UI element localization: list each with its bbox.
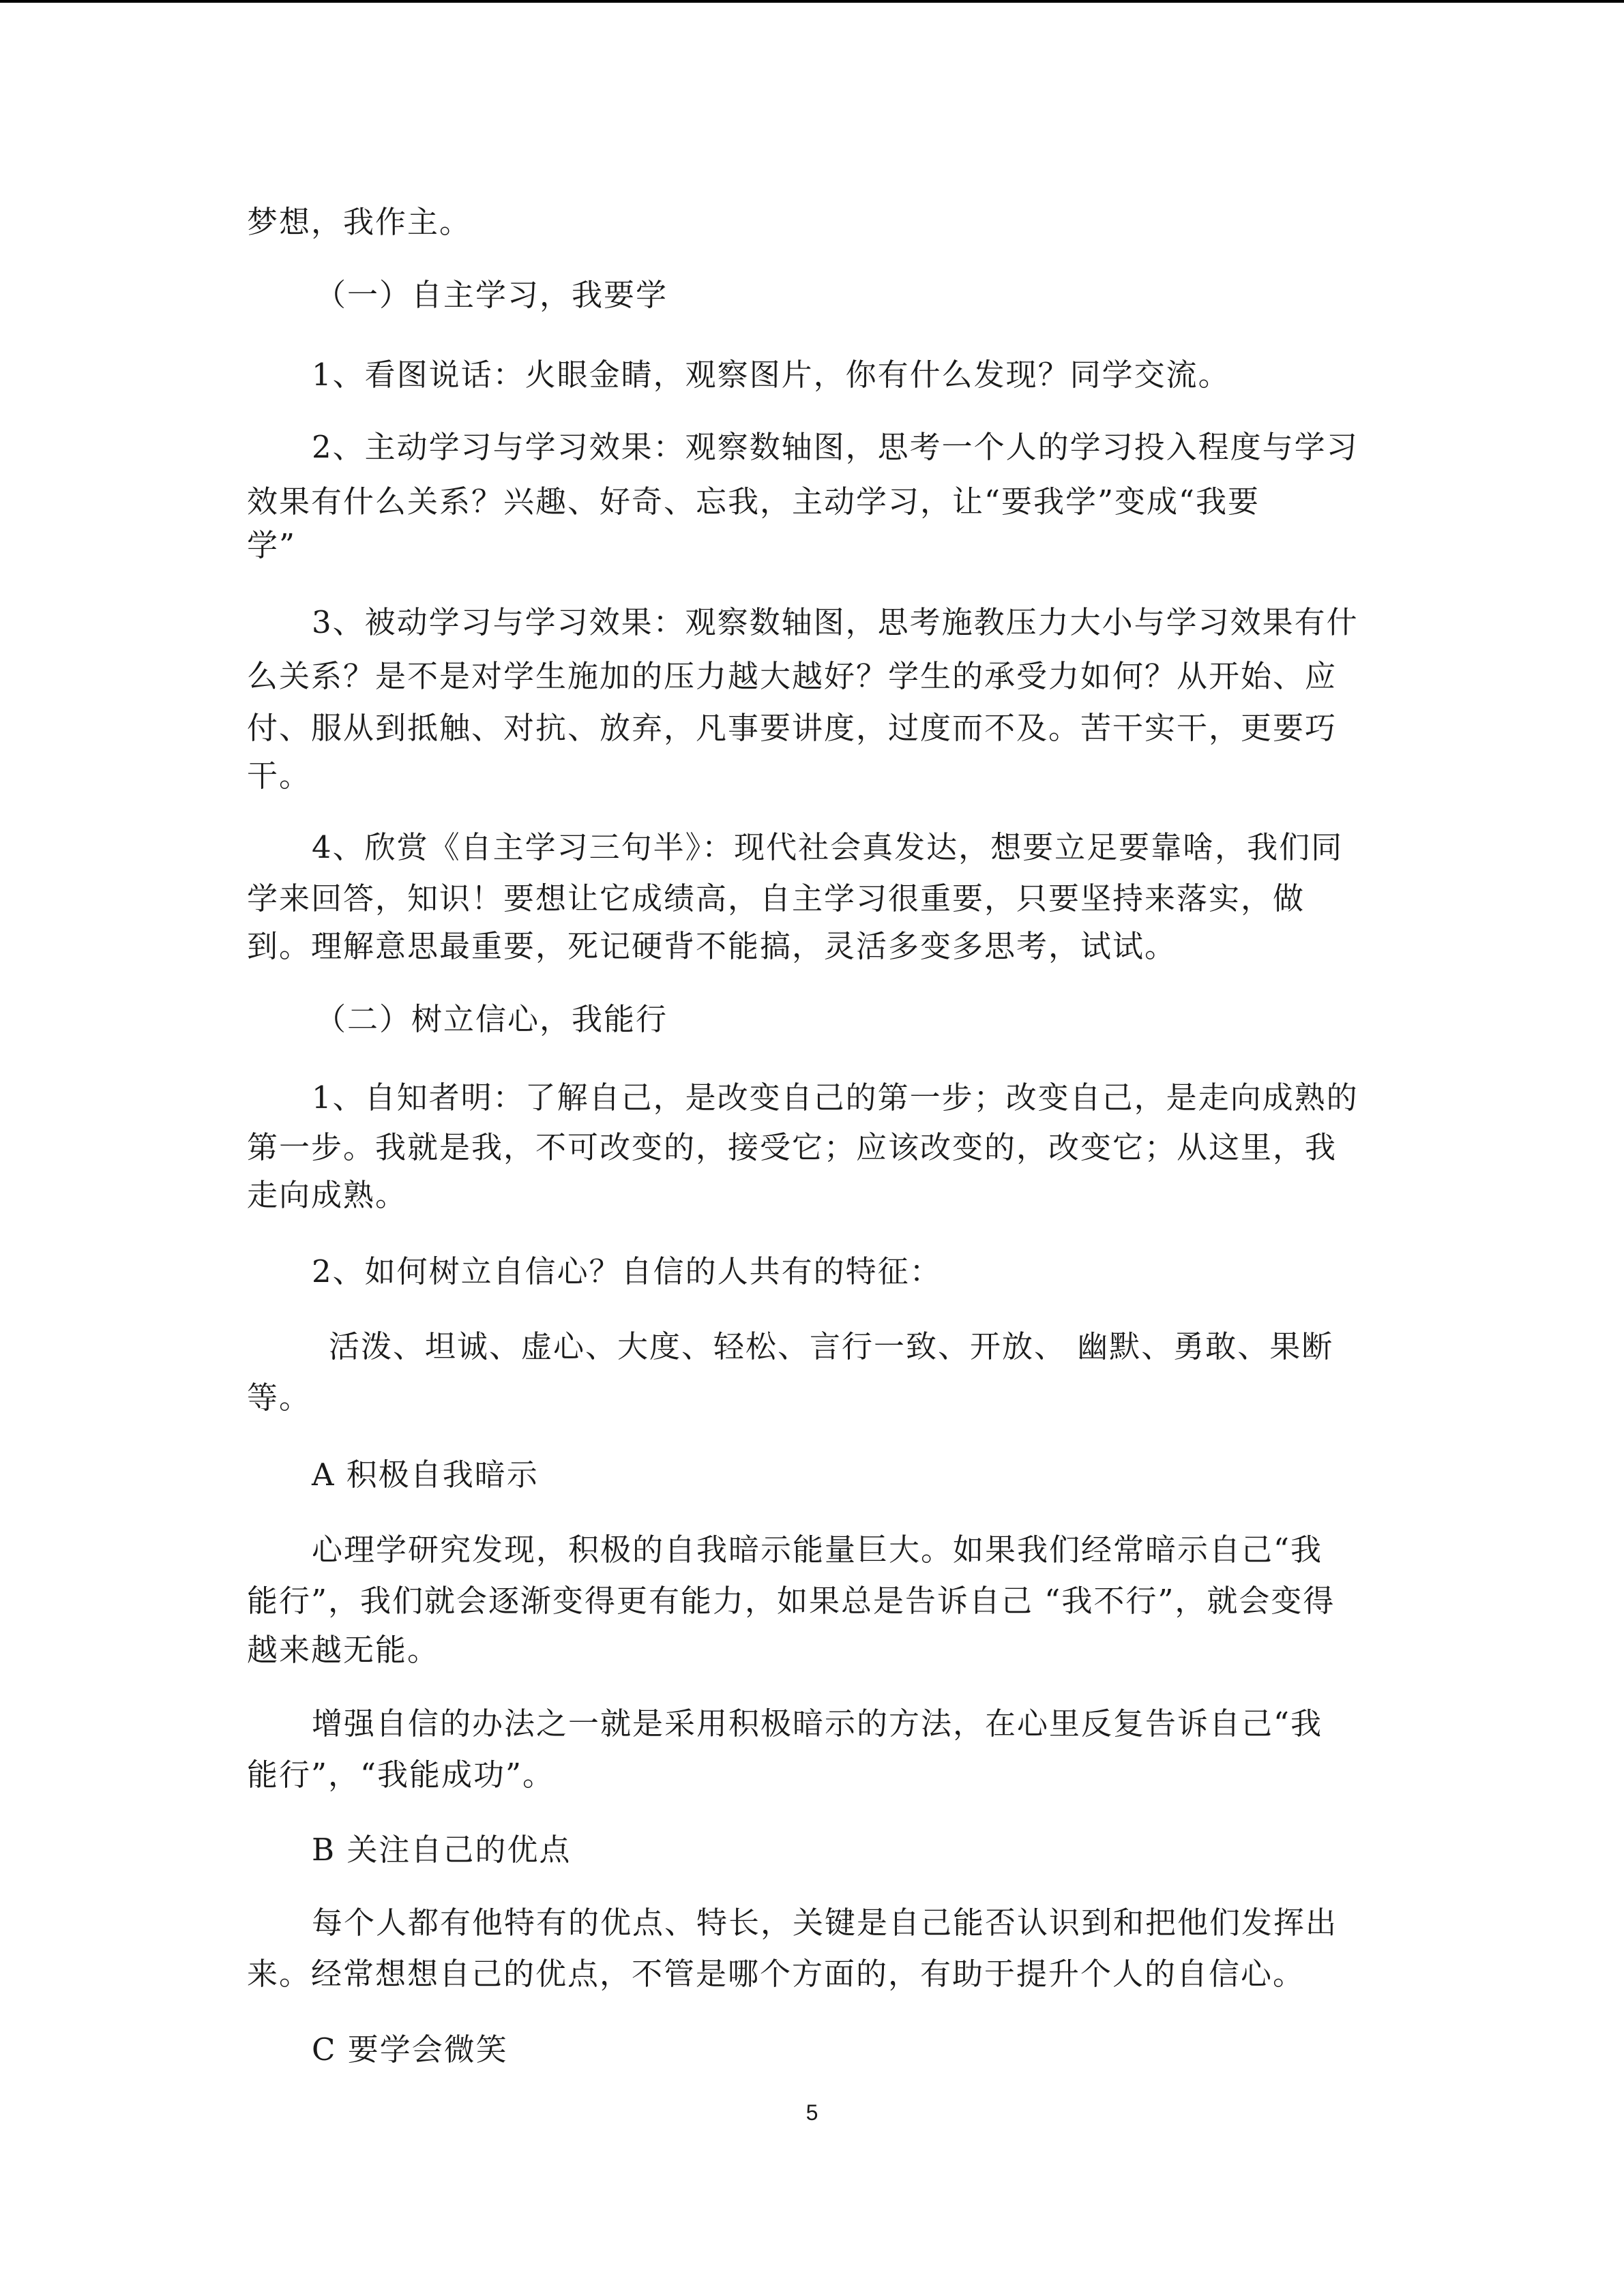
text-line: 每个人都有他特有的优点、特长，关键是自己能否认识到和把他们发挥出 [312, 1905, 1338, 1941]
text-line: 4、欣赏《自主学习三句半》：现代社会真发达，想要立足要靠啥，我们同 [312, 829, 1344, 865]
text-line: 干。 [247, 758, 312, 794]
page-number: 5 [806, 2100, 818, 2125]
text-line: 来。经常想想自己的优点，不管是哪个方面的，有助于提升个人的自信心。 [247, 1956, 1305, 1992]
text-line: 走向成熟。 [247, 1177, 408, 1213]
text-line: 心理学研究发现，积极的自我暗示能量巨大。如果我们经常暗示自己“我 [312, 1532, 1323, 1568]
text-line: 到。理解意思最重要，死记硬背不能搞，灵活多变多思考，试试。 [247, 928, 1177, 964]
subheading: B 关注自己的优点 [312, 1832, 572, 1868]
text-line: 效果有什么关系？兴趣、好奇、忘我，主动学习，让“要我学”变成“我要 [247, 483, 1260, 520]
text-line: 1、看图说话：火眼金睛，观察图片，你有什么发现？同学交流。 [312, 357, 1230, 393]
text-line: 么关系？是不是对学生施加的压力越大越好？学生的承受力如何？从开始、应 [247, 658, 1338, 694]
section-heading: （二）树立信心，我能行 [315, 1001, 668, 1037]
text-line: 付、服从到抵触、对抗、放弃，凡事要讲度，过度而不及。苦干实干，更要巧 [247, 710, 1338, 746]
subheading: C 要学会微笑 [312, 2031, 508, 2068]
text-line: 第一步。我就是我，不可改变的，接受它；应该改变的，改变它；从这里，我 [247, 1129, 1338, 1165]
text-line: 活泼、坦诚、虚心、大度、轻松、言行一致、开放、 幽默、勇敢、果断 [329, 1328, 1334, 1365]
text-line: 能行”，“我能成功”。 [247, 1757, 555, 1793]
text-line: 越来越无能。 [247, 1632, 440, 1668]
text-line: 1、自知者明：了解自己，是改变自己的第一步；改变自己，是走向成熟的 [312, 1079, 1359, 1116]
text-line: 2、如何树立自信心？自信的人共有的特征： [312, 1253, 942, 1289]
subheading: A 积极自我暗示 [312, 1457, 539, 1493]
text-line: 2、主动学习与学习效果：观察数轴图，思考一个人的学习投入程度与学习 [312, 429, 1359, 465]
text-line: 能行”，我们就会逐渐变得更有能力，如果总是告诉自己 “我不行”，就会变得 [247, 1583, 1335, 1619]
text-line: 学来回答，知识！要想让它成绩高，自主学习很重要，只要坚持来落实，做 [247, 880, 1305, 916]
text-line: 等。 [247, 1380, 312, 1416]
text-line: 梦想，我作主。 [247, 204, 472, 240]
text-line: 学” [247, 527, 297, 563]
text-line: 增强自信的办法之一就是采用积极暗示的方法，在心里反复告诉自己“我 [312, 1705, 1323, 1742]
section-heading: （一）自主学习，我要学 [315, 277, 668, 313]
text-line: 3、被动学习与学习效果：观察数轴图，思考施教压力大小与学习效果有什 [312, 604, 1359, 640]
